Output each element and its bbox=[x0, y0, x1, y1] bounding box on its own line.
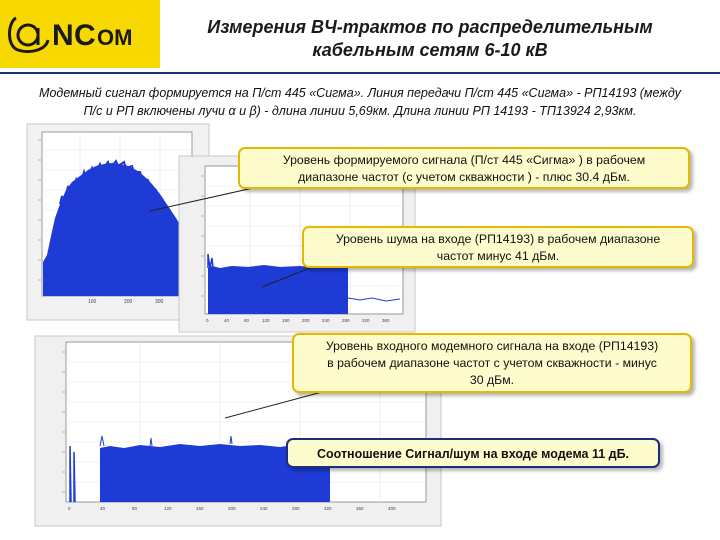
intro-line-1: Модемный сигнал формируется на П/ст 445 «Сигма». Линия передачи П/ст 445 «Сигма» - РП14193 (между bbox=[39, 86, 681, 100]
svg-text:40: 40 bbox=[100, 506, 106, 511]
title-line-1: Измерения ВЧ-трактов по распределительным bbox=[207, 17, 653, 37]
callout-noise-line-1: Уровень шума на входе (РП14193) в рабочем диапазоне bbox=[335, 232, 661, 246]
callout-snr: Соотношение Сигнал/шум на входе модема 11 дБ. bbox=[286, 438, 660, 468]
svg-text:120: 120 bbox=[164, 506, 172, 511]
svg-text:80: 80 bbox=[244, 318, 250, 323]
svg-text:80: 80 bbox=[132, 506, 138, 511]
svg-text:280: 280 bbox=[342, 318, 350, 323]
svg-text:300: 300 bbox=[155, 299, 164, 305]
callout-rx-line-2: в рабочем диапазоне частот с учетом скважности - минус bbox=[327, 356, 657, 370]
svg-text:400: 400 bbox=[388, 506, 396, 511]
svg-text:320: 320 bbox=[324, 506, 332, 511]
svg-text:0: 0 bbox=[206, 318, 209, 323]
svg-text:100: 100 bbox=[88, 299, 97, 305]
svg-text:200: 200 bbox=[302, 318, 310, 323]
callout-rx-line-3: 30 дБм. bbox=[469, 373, 515, 387]
svg-text:200: 200 bbox=[228, 506, 236, 511]
svg-text:160: 160 bbox=[196, 506, 204, 511]
svg-text:240: 240 bbox=[322, 318, 330, 323]
svg-text:280: 280 bbox=[292, 506, 300, 511]
callout-noise-line-2: частот минус 41 дБм. bbox=[436, 249, 560, 263]
svg-text:C: C bbox=[74, 19, 96, 52]
callout-rx-line-1: Уровень входного модемного сигнала на входе (РП14193) bbox=[325, 339, 659, 353]
svg-text:40: 40 bbox=[224, 318, 230, 323]
callout-rx-level bbox=[292, 333, 692, 393]
callout-noise-level bbox=[302, 226, 694, 268]
svg-text:N: N bbox=[52, 19, 74, 52]
title-line-2: кабельным сетям 6-10 кВ bbox=[312, 40, 548, 60]
callout-tx-line-2: диапазоне частот (с учетом скважности ) - плюс 30.4 дБм. bbox=[298, 170, 630, 184]
svg-text:0: 0 bbox=[68, 506, 71, 511]
svg-text:240: 240 bbox=[260, 506, 268, 511]
svg-text:360: 360 bbox=[356, 506, 364, 511]
intro-line-2: П/с и РП включены лучи α и β) - длина линии 5,69км. Длина линии РП 14193 - ТП13924 2,93км. bbox=[83, 104, 637, 118]
svg-text:160: 160 bbox=[282, 318, 290, 323]
svg-text:320: 320 bbox=[362, 318, 370, 323]
callout-tx-level bbox=[238, 147, 690, 189]
svg-text:200: 200 bbox=[124, 299, 133, 305]
svg-text:120: 120 bbox=[262, 318, 270, 323]
svg-text:360: 360 bbox=[382, 318, 390, 323]
callout-tx-line-1: Уровень формируемого сигнала (П/ст 445 «Сигма» ) в рабочем bbox=[282, 153, 646, 167]
svg-text:OM: OM bbox=[97, 25, 133, 50]
